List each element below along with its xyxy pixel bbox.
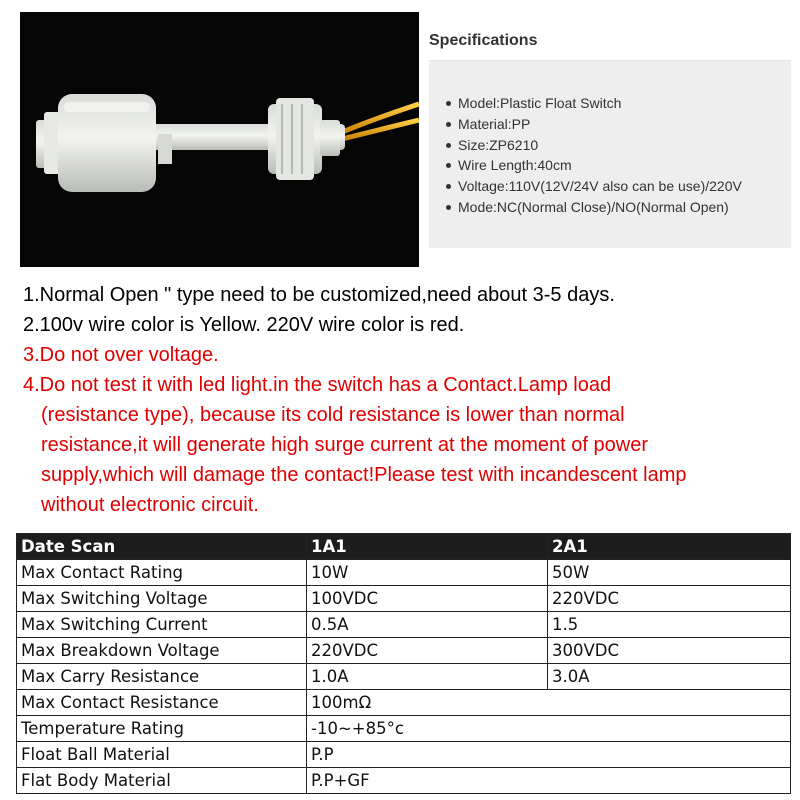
bullet-icon	[446, 122, 451, 127]
note-1: 1.Normal Open " type need to be customized,need about 3-5 days.	[23, 284, 615, 306]
spec-item-size	[446, 135, 791, 156]
spec-item-text: Size:ZP6210	[458, 136, 539, 153]
row-value-2a1: 3.0A	[548, 664, 791, 690]
bullet-icon	[446, 143, 451, 148]
table-row	[17, 638, 791, 664]
note-4-line: resistance,it will generate high surge current at the moment of power	[41, 434, 648, 456]
row-label: Max Contact Resistance	[17, 690, 307, 716]
bullet-icon	[446, 205, 451, 210]
table-header-row	[17, 534, 791, 560]
table-row	[17, 560, 791, 586]
row-value-1a1: 100VDC	[307, 586, 548, 612]
product-photo	[20, 12, 419, 267]
spec-item-material	[446, 114, 791, 135]
row-value-2a1: 300VDC	[548, 638, 791, 664]
row-value-shared: -10~+85°c	[307, 716, 791, 742]
spec-item-model	[446, 93, 791, 114]
table-row	[17, 612, 791, 638]
note-4-line: 4.Do not test it with led light.in the switch has a Contact.Lamp load	[23, 374, 612, 396]
row-label: Flat Body Material	[17, 768, 307, 794]
bullet-icon	[446, 163, 451, 168]
note-4-line: supply,which will damage the contact!Please test with incandescent lamp	[41, 464, 687, 486]
spec-item-text: Material:PP	[458, 115, 531, 132]
row-label: Max Breakdown Voltage	[17, 638, 307, 664]
notes-section	[23, 280, 798, 520]
spec-item-text: Wire Length:40cm	[458, 157, 572, 174]
note-2: 2.100v wire color is Yellow. 220V wire color is red.	[23, 314, 465, 336]
table-row	[17, 716, 791, 742]
header-date-scan: Date Scan	[17, 534, 307, 560]
specifications-title: Specifications	[429, 32, 538, 49]
row-value-1a1: 1.0A	[307, 664, 548, 690]
row-value-shared: 100mΩ	[307, 690, 791, 716]
header-1a1: 1A1	[307, 534, 548, 560]
note-3: 3.Do not over voltage.	[23, 344, 219, 366]
spec-item-voltage	[446, 176, 791, 197]
table-row	[17, 690, 791, 716]
spec-table	[16, 533, 791, 794]
row-label: Max Carry Resistance	[17, 664, 307, 690]
row-value-shared: P.P	[307, 742, 791, 768]
row-value-2a1: 1.5	[548, 612, 791, 638]
specifications-list	[446, 93, 791, 218]
table-row	[17, 664, 791, 690]
row-label: Max Switching Voltage	[17, 586, 307, 612]
bullet-icon	[446, 184, 451, 189]
table-row	[17, 586, 791, 612]
table-row	[17, 742, 791, 768]
row-label: Temperature Rating	[17, 716, 307, 742]
spec-item-mode	[446, 197, 791, 218]
float-switch-illustration	[20, 12, 419, 267]
spec-item-text: Voltage:110V(12V/24V also can be use)/220V	[458, 178, 742, 195]
row-value-shared: P.P+GF	[307, 768, 791, 794]
row-value-1a1: 10W	[307, 560, 548, 586]
spec-item-text: Model:Plastic Float Switch	[458, 95, 622, 111]
header-2a1: 2A1	[548, 534, 791, 560]
row-value-1a1: 0.5A	[307, 612, 548, 638]
specifications-box	[429, 60, 791, 248]
note-4-line: without electronic circuit.	[41, 494, 259, 516]
note-4-line: (resistance type), because its cold resistance is lower than normal	[41, 404, 625, 426]
bullet-icon	[446, 101, 451, 106]
row-value-2a1: 220VDC	[548, 586, 791, 612]
table-row	[17, 768, 791, 794]
row-value-2a1: 50W	[548, 560, 791, 586]
spec-item-text: Mode:NC(Normal Close)/NO(Normal Open)	[458, 198, 729, 215]
row-label: Max Contact Rating	[17, 560, 307, 586]
row-value-1a1: 220VDC	[307, 638, 548, 664]
row-label: Float Ball Material	[17, 742, 307, 768]
row-label: Max Switching Current	[17, 612, 307, 638]
spec-item-wire-length	[446, 155, 791, 176]
